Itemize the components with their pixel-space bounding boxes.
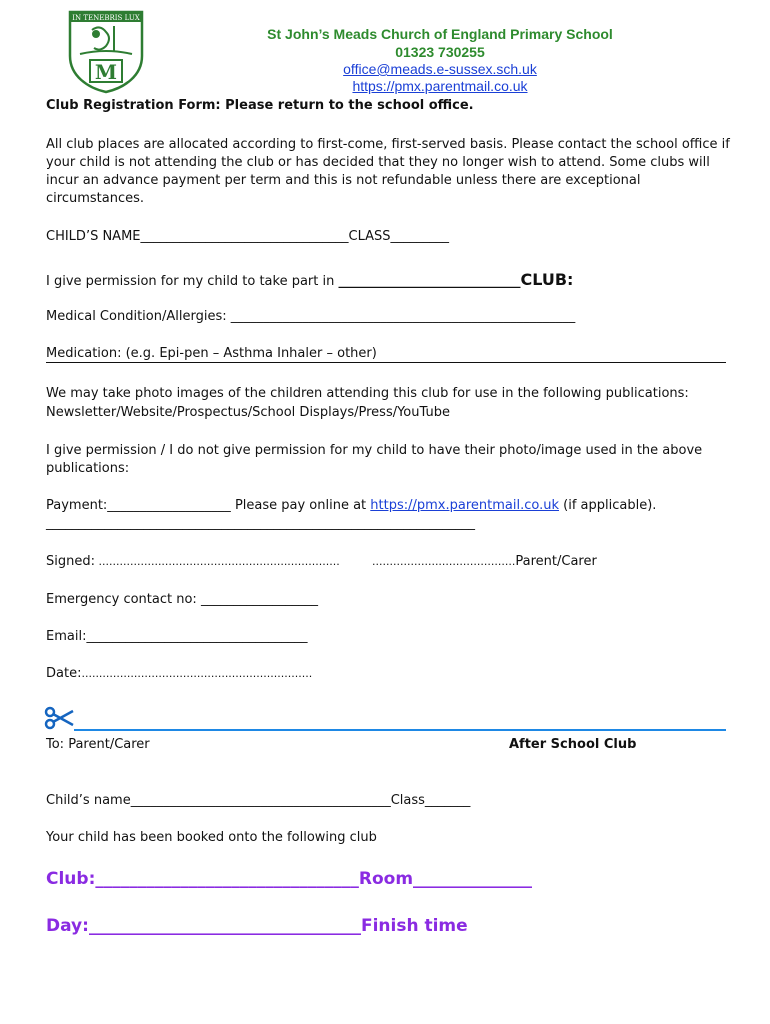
- medical-row[interactable]: Medical Condition/Allergies: _____________________________________________________: [46, 309, 576, 324]
- form-title: Club Registration Form: Please return to the school office.: [46, 98, 474, 113]
- school-email-link[interactable]: office@meads.e-sussex.sch.uk: [343, 61, 537, 77]
- payment-row[interactable]: Payment:___________________ Please pay online at https://pmx.parentmail.co.uk (if applicable).: [46, 498, 657, 513]
- medication-label: Medication: (e.g. Epi-pen – Asthma Inhaler – other): [46, 346, 377, 361]
- child-name-row[interactable]: CHILD’S NAME________________________________CLASS_________: [46, 229, 450, 244]
- date-label: Date:: [46, 666, 82, 681]
- parent-carer-label: Parent/Carer: [515, 554, 597, 569]
- slip-child-name-label: Child’s name: [46, 793, 131, 808]
- cut-line: [74, 729, 726, 731]
- email-label: Email:: [46, 629, 87, 644]
- child-name-label: CHILD’S NAME: [46, 229, 141, 244]
- class-label: CLASS: [348, 229, 391, 244]
- date-row[interactable]: Date:..................................................................: [46, 666, 313, 681]
- medical-label: Medical Condition/Allergies:: [46, 309, 227, 324]
- slip-class-label: Class: [390, 793, 425, 808]
- signed-label: Signed:: [46, 554, 95, 569]
- slip-to-label: To: Parent/Carer: [46, 737, 150, 752]
- payment-text: Please pay online at: [234, 498, 367, 513]
- school-phone: 01323 730255: [395, 44, 485, 60]
- emergency-row[interactable]: Emergency contact no: __________________: [46, 592, 318, 607]
- slip-club-type: After School Club: [509, 737, 637, 752]
- email-row[interactable]: Email:__________________________________: [46, 629, 308, 644]
- slip-booked-text: Your child has been booked onto the following club: [46, 830, 377, 845]
- photo-text-2: Newsletter/Website/Prospectus/School Displays/Press/YouTube: [46, 405, 450, 420]
- slip-child-name-row[interactable]: Child’s name________________________________________Class_______: [46, 793, 471, 808]
- school-website-link[interactable]: https://pmx.parentmail.co.uk: [352, 78, 528, 94]
- crest-monogram: M: [94, 60, 118, 84]
- slip-day-row[interactable]: Day:________________________________Finish time: [46, 916, 468, 936]
- intro-paragraph: All club places are allocated according to first-come, first-served basis. Please contact the school office if your child is not attending the club or has decided that they no longer wish to attend. Some clubs will incur an advance payment per term and this is not refundable unless there are exceptional circumstances.: [46, 137, 730, 206]
- payment-suffix: (if applicable).: [563, 498, 657, 513]
- club-permission-row[interactable]: I give permission for my child to take part in ____________________________CLUB:: [46, 270, 574, 289]
- photo-text-1: We may take photo images of the children attending this club for use in the following publications:: [46, 386, 689, 401]
- slip-club-row[interactable]: Club:_______________________________Room______________: [46, 869, 533, 889]
- photo-permission-text: I give permission / I do not give permission for my child to have their photo/image used in the above publications:: [46, 443, 703, 476]
- slip-finish-label: Finish time: [360, 916, 468, 936]
- parent-carer-row[interactable]: .........................................Parent/Carer: [372, 554, 597, 569]
- school-crest-logo: [66, 8, 146, 94]
- school-name: St John’s Meads Church of England Primary School: [267, 26, 613, 42]
- payment-extra-line: __________________________________________________________________: [46, 516, 475, 531]
- payment-link[interactable]: https://pmx.parentmail.co.uk: [370, 498, 560, 513]
- slip-room-label: Room: [358, 869, 414, 889]
- slip-day-label: Day:: [46, 916, 89, 936]
- permission-label: I give permission for my child to take part in: [46, 274, 335, 289]
- scissors-icon: [44, 706, 74, 730]
- payment-label: Payment:: [46, 498, 108, 513]
- slip-club-label: Club:: [46, 869, 96, 889]
- emergency-label: Emergency contact no:: [46, 592, 197, 607]
- club-label: CLUB:: [520, 270, 574, 289]
- crest-motto: IN TENEBRIS LUX: [72, 14, 140, 22]
- signed-row[interactable]: Signed: .....................................................................: [46, 554, 340, 569]
- medication-row[interactable]: [46, 346, 726, 363]
